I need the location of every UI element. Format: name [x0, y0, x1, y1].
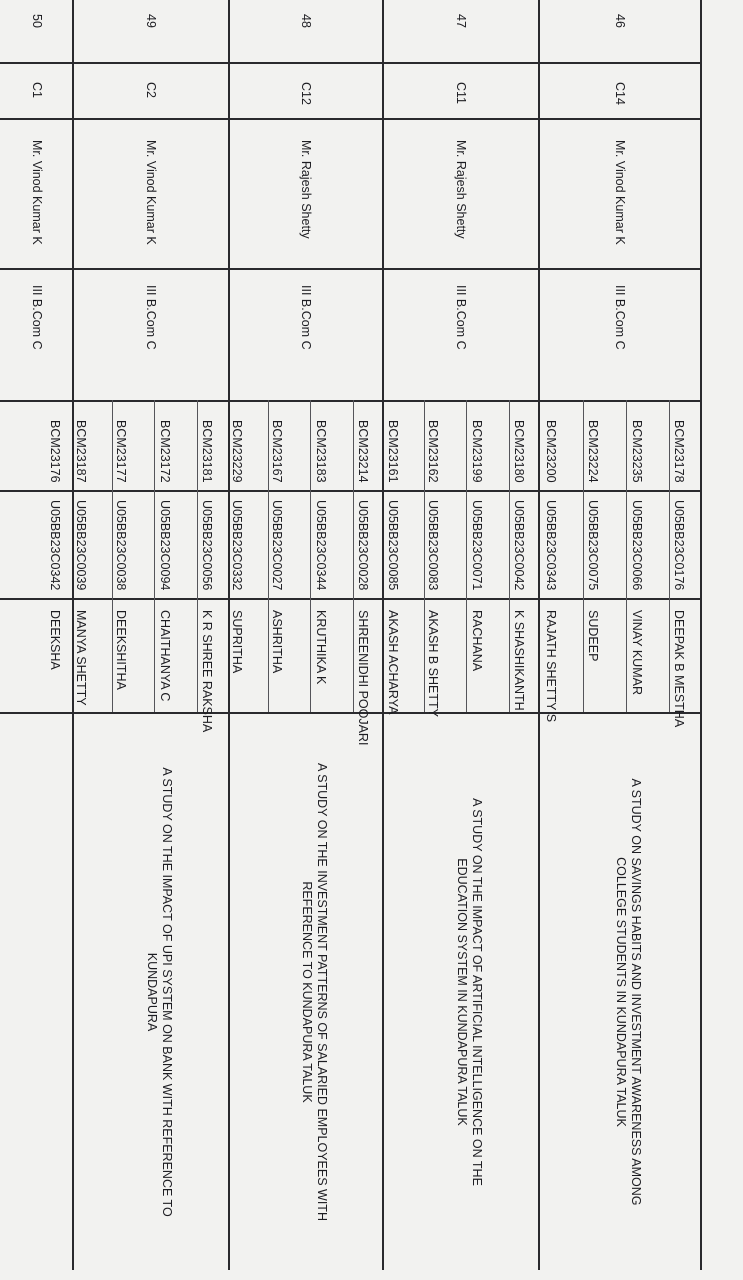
student-usn: U05BB23C0071 [470, 500, 484, 591]
student-usn: U05BB23C0085 [386, 500, 400, 591]
student-reg-number: BCM23176 [48, 420, 62, 483]
student-name: AKASH ACHARYA [386, 610, 400, 715]
student-reg-number: BCM23161 [386, 420, 400, 483]
student-reg-number: BCM23214 [356, 420, 370, 483]
student-reg-number: BCM23224 [586, 420, 600, 483]
guide-name: Mr. Vinod Kumar K [144, 140, 158, 245]
project-title-line: A STUDY ON THE IMPACT OF UPI SYSTEM ON BANK WITH REFERENCE TO [160, 767, 174, 1217]
student-sub-row-separator [154, 400, 155, 712]
column-separator [0, 268, 700, 270]
class-name: III B.Com C [454, 285, 468, 350]
student-reg-number: BCM23235 [630, 420, 644, 483]
student-name: SHREENIDHI POOJARI [356, 610, 370, 746]
student-name: SUPRITHA [230, 610, 244, 674]
student-sub-row-separator [197, 400, 198, 712]
serial-number: 47 [454, 14, 468, 28]
student-name: DEEKSHITHA [114, 610, 128, 690]
row-separator [538, 0, 540, 1270]
student-usn: U05BB23C0342 [48, 500, 62, 591]
student-name: VINAY KUMAR [630, 610, 644, 695]
student-name: K SHASHIKANTH [512, 610, 526, 711]
student-usn: U05BB23C0056 [200, 500, 214, 591]
student-usn: U05BB23C0332 [230, 500, 244, 591]
serial-number: 50 [30, 14, 44, 28]
student-name: KRUTHIKA K [314, 610, 328, 685]
column-separator [0, 712, 700, 714]
column-separator [0, 118, 700, 120]
serial-number: 48 [299, 14, 313, 28]
student-reg-number: BCM23178 [672, 420, 686, 483]
student-reg-number: BCM23177 [114, 420, 128, 483]
class-name: III B.Com C [144, 285, 158, 350]
student-usn: U05BB23C0343 [544, 500, 558, 591]
student-reg-number: BCM23200 [544, 420, 558, 483]
student-sub-row-separator [509, 400, 510, 712]
student-sub-row-separator [353, 400, 354, 712]
student-name: K R SHREE RAKSHA [200, 610, 214, 733]
guide-code: C12 [299, 82, 313, 105]
student-usn: U05BB23C0039 [74, 500, 88, 591]
guide-code: C11 [454, 82, 468, 105]
student-usn: U05BB23C0066 [630, 500, 644, 591]
project-title [144, 722, 174, 1262]
student-usn: U05BB23C0028 [356, 500, 370, 591]
student-reg-number: BCM23162 [426, 420, 440, 483]
class-name: III B.Com C [30, 285, 44, 350]
guide-name: Mr. Rajesh Shetty [454, 140, 468, 239]
guide-name: Mr. Rajesh Shetty [299, 140, 313, 239]
student-name: SUDEEP [586, 610, 600, 662]
student-usn: U05BB23C0344 [314, 500, 328, 591]
student-usn: U05BB23C0042 [512, 500, 526, 591]
student-sub-row-separator [424, 400, 425, 712]
student-name: DEEKSHA [48, 610, 62, 670]
guide-name: Mr. Vinod Kumar K [30, 140, 44, 245]
student-usn: U05BB23C0075 [586, 500, 600, 591]
serial-number: 46 [613, 14, 627, 28]
guide-code: C2 [144, 82, 158, 98]
student-reg-number: BCM23180 [512, 420, 526, 483]
student-reg-number: BCM23199 [470, 420, 484, 483]
project-title-line: COLLEGE STUDENTS IN KUNDAPURA TALUK [614, 857, 628, 1127]
student-usn: U05BB23C0176 [672, 500, 686, 591]
student-reg-number: BCM23167 [270, 420, 284, 483]
class-name: III B.Com C [613, 285, 627, 350]
row-separator [700, 0, 702, 1270]
student-reg-number: BCM23187 [74, 420, 88, 483]
student-name: ASHRITHA [270, 610, 284, 674]
student-sub-row-separator [466, 400, 467, 712]
student-sub-row-separator [583, 400, 584, 712]
student-sub-row-separator [669, 400, 670, 712]
student-name: CHAITHANYA C [158, 610, 172, 702]
student-sub-row-separator [268, 400, 269, 712]
student-reg-number: BCM23172 [158, 420, 172, 483]
row-separator [382, 0, 384, 1270]
class-name: III B.Com C [299, 285, 313, 350]
student-name: DEEPAK B MESTHA [672, 610, 686, 728]
student-sub-row-separator [112, 400, 113, 712]
student-reg-number: BCM23183 [314, 420, 328, 483]
student-name: RACHANA [470, 610, 484, 672]
student-reg-number: BCM23229 [230, 420, 244, 483]
serial-number: 49 [144, 14, 158, 28]
project-title [454, 722, 484, 1262]
student-usn: U05BB23C0038 [114, 500, 128, 591]
project-title-line: KUNDAPURA [145, 952, 159, 1032]
student-reg-number: BCM23181 [200, 420, 214, 483]
guide-name: Mr. Vinod Kumar K [613, 140, 627, 245]
student-sub-row-separator [626, 400, 627, 712]
project-title-line: A STUDY ON THE INVESTMENT PATTERNS OF SALARIED EMPLOYEES WITH [315, 763, 329, 1221]
column-separator [0, 490, 700, 492]
project-title-line: A STUDY ON THE IMPACT OF ARTIFICIAL INTELLIGENCE ON THE [470, 798, 484, 1186]
column-separator [0, 400, 700, 402]
student-name: AKASH B SHETTY [426, 610, 440, 717]
student-sub-row-separator [310, 400, 311, 712]
student-name: RAJATH SHETTY S [544, 610, 558, 723]
student-name: MANYA SHETTY [74, 610, 88, 706]
project-title-line: A STUDY ON SAVINGS HABITS AND INVESTMENT AWARENESS AMONG [629, 778, 643, 1206]
project-title-line: EDUCATION SYSTEM IN KUNDAPURA TALUK [455, 858, 469, 1126]
column-separator [0, 62, 700, 64]
project-title-line: REFERENCE TO KUNDAPURA TALUK [300, 881, 314, 1103]
guide-code: C1 [30, 82, 44, 98]
project-title [299, 722, 329, 1262]
column-separator [0, 598, 700, 600]
student-usn: U05BB23C0027 [270, 500, 284, 591]
project-title [613, 722, 643, 1262]
student-usn: U05BB23C0083 [426, 500, 440, 591]
student-usn: U05BB23C0094 [158, 500, 172, 591]
guide-code: C14 [613, 82, 627, 105]
